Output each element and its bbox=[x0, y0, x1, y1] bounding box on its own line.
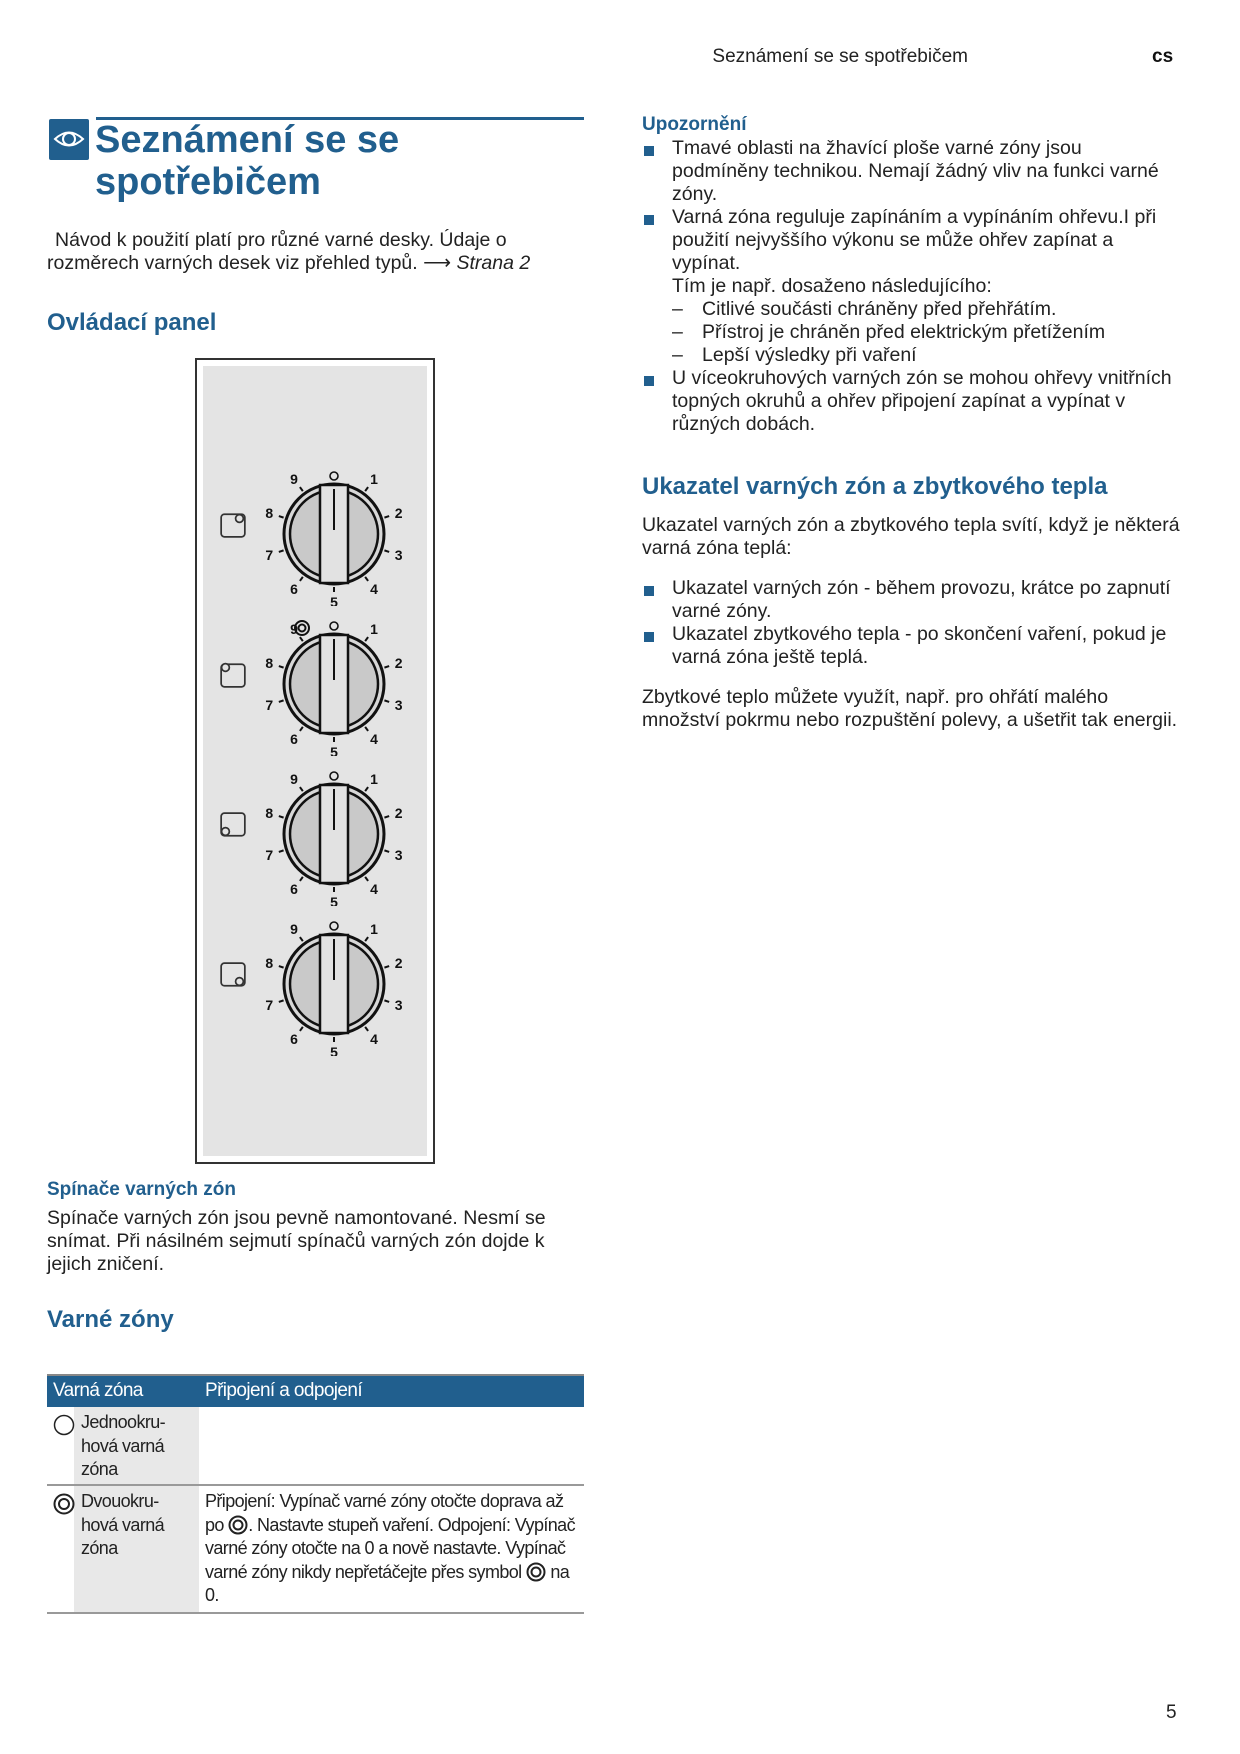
svg-text:7: 7 bbox=[265, 697, 274, 714]
description-cell bbox=[199, 1407, 584, 1485]
svg-text:9: 9 bbox=[290, 620, 298, 637]
cooking-zone-knob[interactable] bbox=[259, 756, 409, 906]
svg-text:2: 2 bbox=[394, 804, 403, 821]
svg-text:2: 2 bbox=[394, 954, 403, 971]
list-item: Ukazatel zbytkového tepla - po skončení vaření, pokud je varná zóna ještě teplá. bbox=[642, 623, 1182, 669]
svg-text:8: 8 bbox=[265, 654, 274, 671]
svg-text:9: 9 bbox=[290, 470, 298, 487]
indicator-list bbox=[642, 577, 1182, 669]
svg-text:5: 5 bbox=[330, 894, 338, 906]
svg-text:4: 4 bbox=[370, 881, 378, 898]
zone-cell bbox=[47, 1485, 199, 1613]
svg-text:5: 5 bbox=[330, 744, 338, 756]
svg-text:2: 2 bbox=[394, 654, 403, 671]
eye-icon bbox=[49, 119, 89, 160]
dash-item: – Lepší výsledky při vaření bbox=[672, 344, 1182, 367]
knob-row bbox=[203, 606, 429, 756]
list-item: Ukazatel varných zón - během provozu, krátce po zapnutí varné zóny. bbox=[642, 577, 1182, 623]
knob-row bbox=[203, 756, 429, 906]
column-header-connection: Připojení a odpojení bbox=[199, 1375, 584, 1407]
svg-text:3: 3 bbox=[394, 997, 403, 1014]
language-code: cs bbox=[1152, 46, 1174, 67]
knob-row bbox=[203, 456, 429, 606]
front-left-zone-icon bbox=[219, 811, 245, 837]
svg-text:4: 4 bbox=[370, 581, 378, 598]
notice-heading: Upozornění bbox=[642, 114, 747, 135]
page-reference-link[interactable]: Strana 2 bbox=[456, 252, 531, 274]
indicator-outro: Zbytkové teplo můžete využít, např. pro ohřátí malého množství pokrmu nebo rozpuštění polevy, a ušetřit tak energii. bbox=[642, 686, 1178, 731]
zone-label: Jednookru-hová varná zóna bbox=[81, 1412, 166, 1479]
svg-text:4: 4 bbox=[370, 731, 378, 748]
rear-right-zone-icon bbox=[219, 961, 245, 987]
list-item-text: Tmavé oblasti na žhavící ploše varné zóny jsou podmíněny technikou. Nemají žádný vliv na funkci varné zóny. bbox=[672, 137, 1159, 205]
svg-text:5: 5 bbox=[330, 1044, 338, 1056]
svg-text:4: 4 bbox=[370, 1031, 378, 1048]
switches-heading: Spínače varných zón bbox=[47, 1179, 237, 1200]
cooking-zone-knob[interactable] bbox=[259, 906, 409, 1056]
dash-item: – Citlivé součásti chráněny před přehřátím. bbox=[672, 298, 1182, 321]
list-item-text: Varná zóna reguluje zapínáním a vypínáním ohřevu.I při použití nejvyššího výkonu se může ohřev zapínat a vypínat. bbox=[672, 206, 1157, 274]
front-right-zone-icon bbox=[219, 511, 245, 537]
rear-left-zone-icon bbox=[219, 661, 245, 687]
running-header-title: Seznámení se se spotřebičem bbox=[712, 46, 968, 67]
description-text: na 0. bbox=[205, 1561, 570, 1605]
svg-text:1: 1 bbox=[370, 920, 378, 937]
svg-text:6: 6 bbox=[290, 881, 298, 898]
cooking-zone-knob[interactable] bbox=[259, 456, 409, 606]
control-panel-heading: Ovládací panel bbox=[47, 309, 217, 336]
svg-text:6: 6 bbox=[290, 1031, 298, 1048]
table-row bbox=[47, 1407, 584, 1485]
knob-row bbox=[203, 906, 429, 1056]
svg-text:7: 7 bbox=[265, 847, 274, 864]
arrow-icon: ⟶ bbox=[423, 252, 452, 274]
indicator-intro: Ukazatel varných zón a zbytkového tepla svítí, když je některá varná zóna teplá: bbox=[642, 514, 1180, 559]
svg-text:6: 6 bbox=[290, 731, 298, 748]
svg-text:3: 3 bbox=[394, 547, 403, 564]
cooking-zones-table bbox=[47, 1374, 584, 1614]
running-header bbox=[0, 46, 1240, 70]
chapter-title: Seznámení se se spotřebičem bbox=[95, 119, 400, 203]
svg-text:1: 1 bbox=[370, 620, 378, 637]
svg-text:6: 6 bbox=[290, 581, 298, 598]
svg-text:8: 8 bbox=[265, 954, 274, 971]
svg-text:7: 7 bbox=[265, 997, 274, 1014]
cooking-zone-knob[interactable] bbox=[259, 606, 409, 756]
svg-text:9: 9 bbox=[290, 770, 298, 787]
intro-text: Návod k použití platí pro různé varné desky. Údaje o rozměrech varných desek viz přehled typů. bbox=[47, 229, 507, 274]
description-text: . Nastavte stupeň vaření. Odpojení: Vypínač varné zóny otočte na 0 a nově nastavte. Vypínač varné zóny nikdy nepřetáčejte přes symbol bbox=[205, 1514, 575, 1582]
svg-text:3: 3 bbox=[394, 697, 403, 714]
svg-text:8: 8 bbox=[265, 804, 274, 821]
description-cell bbox=[199, 1485, 584, 1613]
indicator-heading: Ukazatel varných zón a zbytkového tepla bbox=[642, 473, 1108, 500]
dual-circuit-icon bbox=[228, 1515, 248, 1535]
column-header-zone: Varná zóna bbox=[47, 1375, 199, 1407]
list-item bbox=[642, 137, 1182, 206]
svg-text:1: 1 bbox=[370, 770, 378, 787]
list-item-subtext: Tím je např. dosaženo následujícího: bbox=[672, 275, 992, 297]
page-number: 5 bbox=[1166, 1702, 1177, 1723]
list-item bbox=[642, 206, 1182, 367]
list-item bbox=[642, 367, 1182, 436]
dash-item: – Přístroj je chráněn před elektrickým přetížením bbox=[672, 321, 1182, 344]
svg-text:1: 1 bbox=[370, 470, 378, 487]
svg-text:9: 9 bbox=[290, 920, 298, 937]
zone-cell bbox=[47, 1407, 199, 1485]
svg-text:5: 5 bbox=[330, 594, 338, 606]
zone-label: Dvouokru-hová varná zóna bbox=[81, 1491, 165, 1558]
dash-list bbox=[672, 298, 1182, 367]
cooking-zones-heading: Varné zóny bbox=[47, 1306, 174, 1333]
svg-text:8: 8 bbox=[265, 504, 274, 521]
list-item-text: U víceokruhových varných zón se mohou ohřevy vnitřních topných okruhů a ohřev připojení zapínat a vypínat v různých dobách. bbox=[672, 367, 1172, 435]
dual-circuit-icon bbox=[526, 1562, 546, 1582]
notice-list bbox=[642, 137, 1182, 436]
svg-text:2: 2 bbox=[394, 504, 403, 521]
description-text: Připojení: Vypínač varné zóny otočte doprava až po bbox=[205, 1491, 564, 1535]
control-panel-figure bbox=[195, 358, 435, 1164]
switches-text: Spínače varných zón jsou pevně namontované. Nesmí se snímat. Při násilném sejmutí spínačů varných zón dojde k jejich zničení. bbox=[47, 1207, 546, 1275]
intro-paragraph bbox=[47, 229, 592, 275]
svg-text:3: 3 bbox=[394, 847, 403, 864]
svg-text:7: 7 bbox=[265, 547, 274, 564]
table-row bbox=[47, 1485, 584, 1613]
